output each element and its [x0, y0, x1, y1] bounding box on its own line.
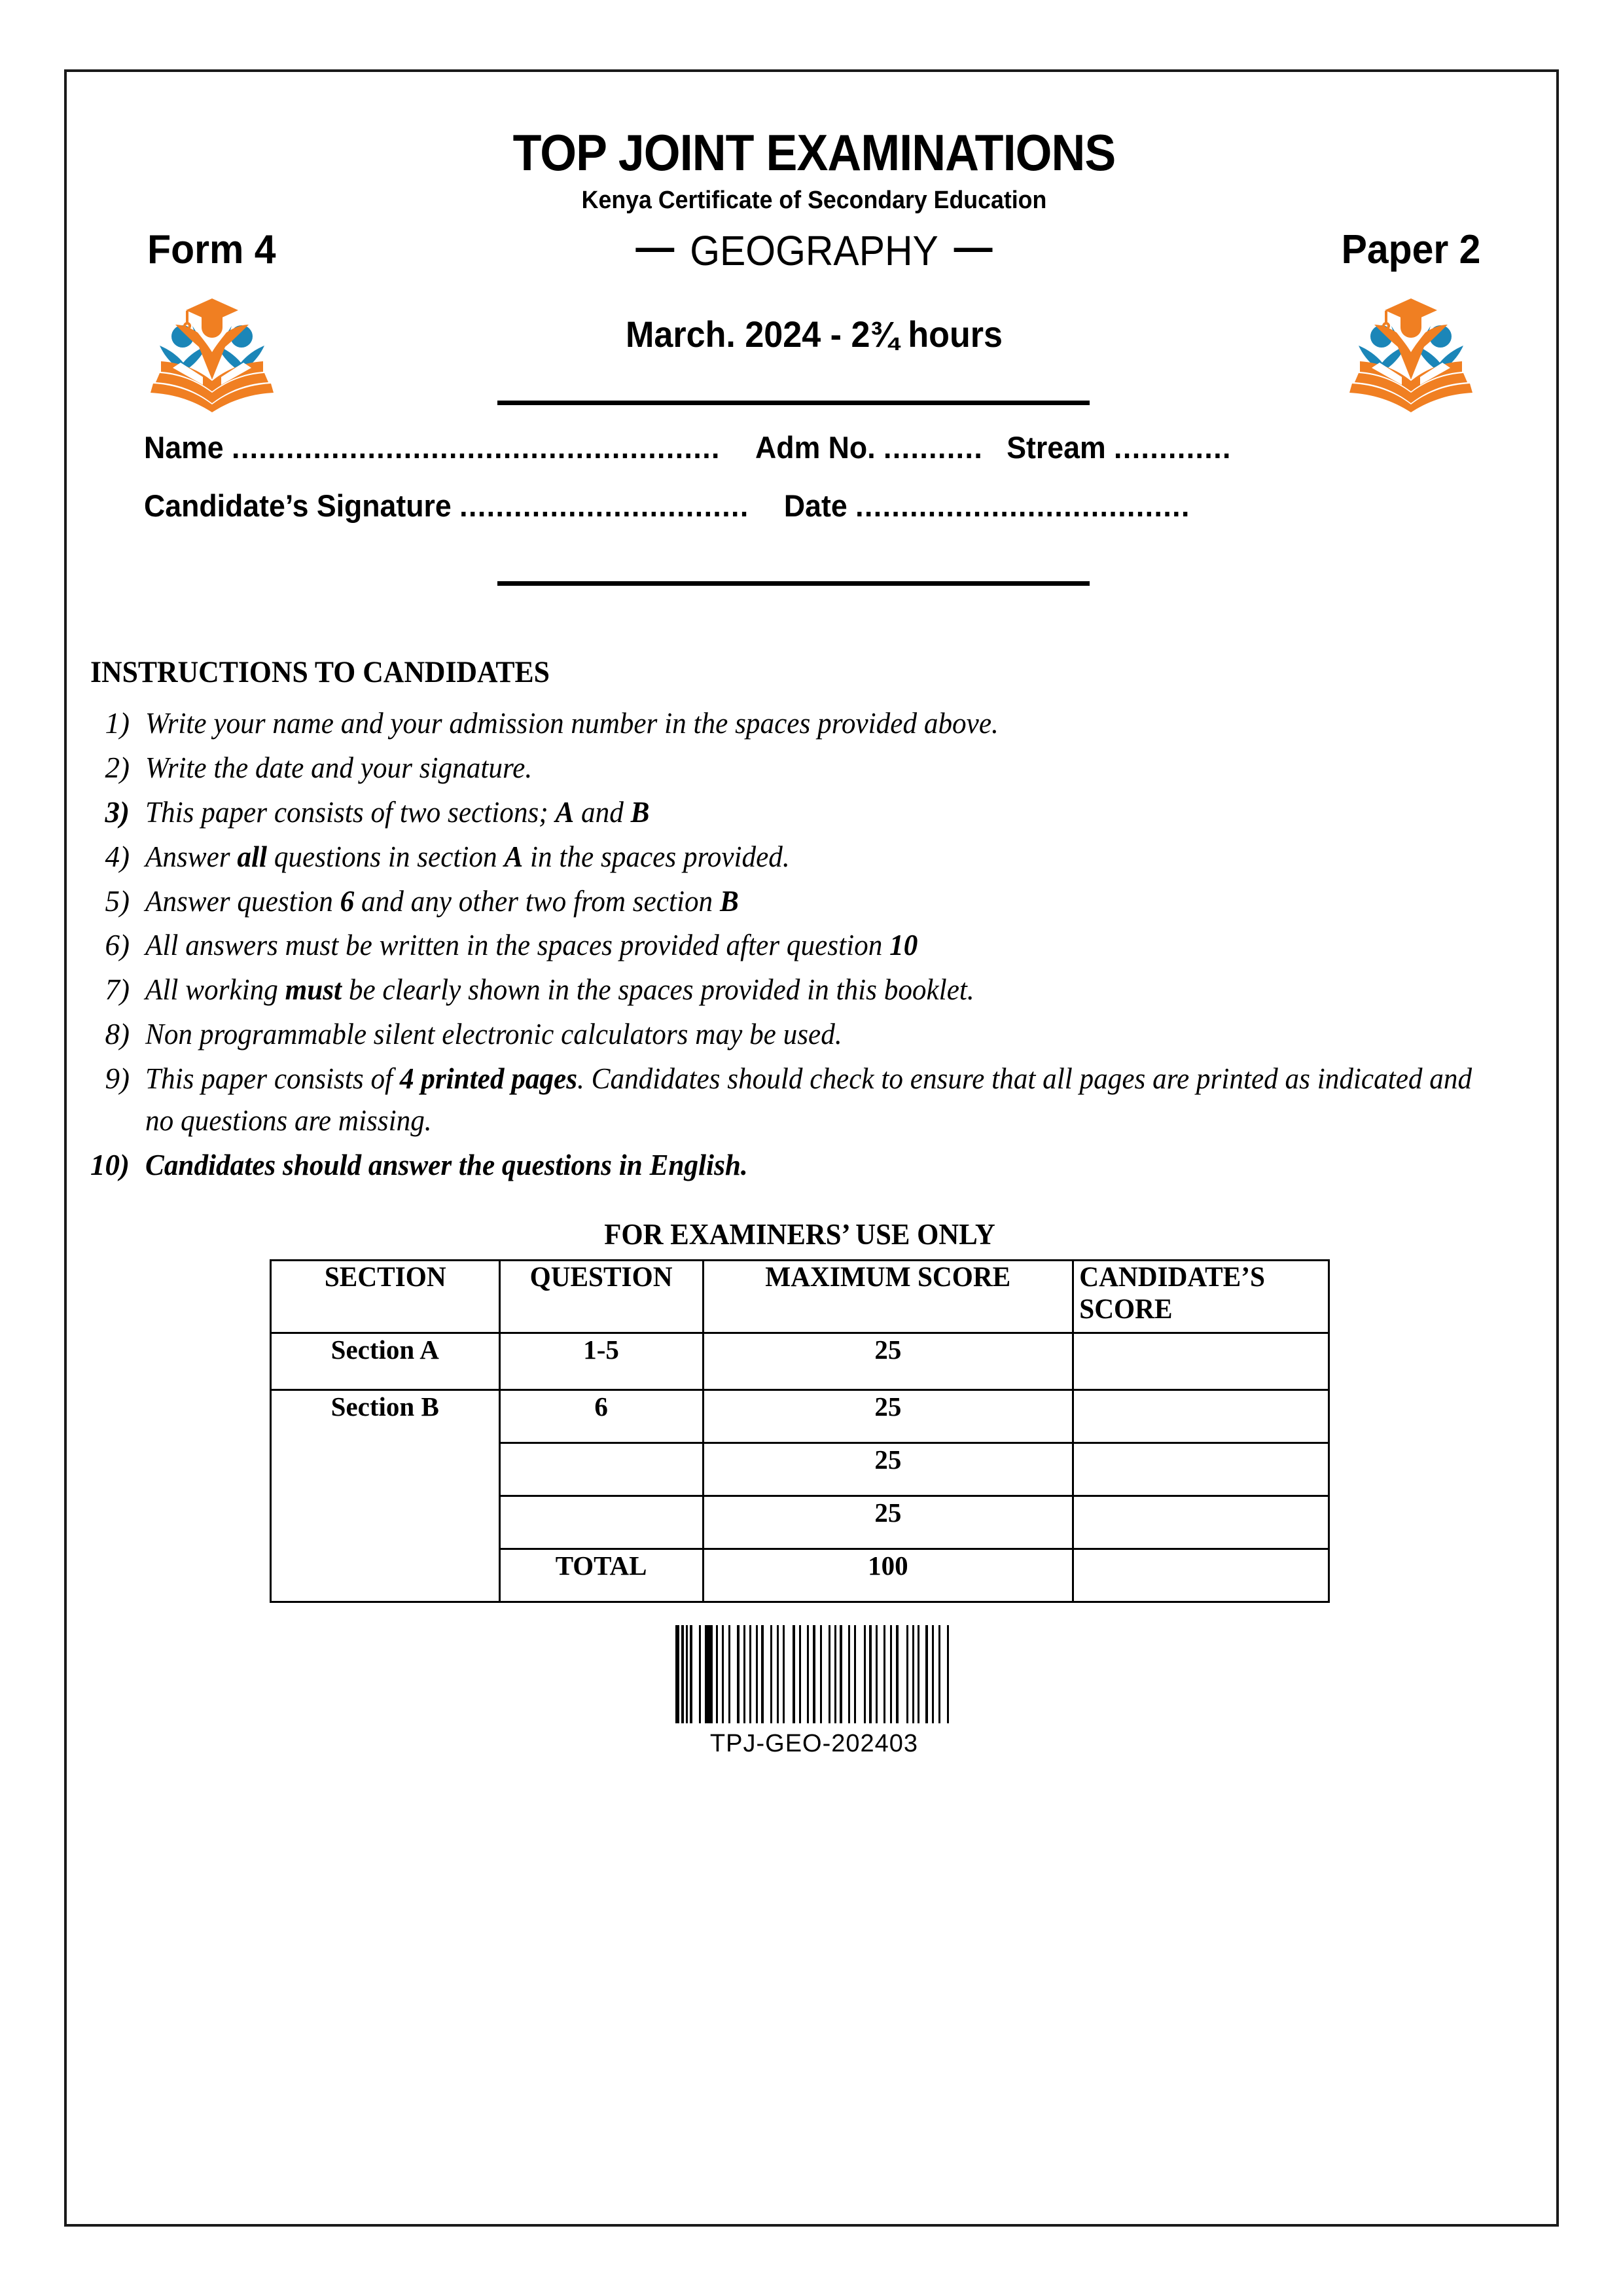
instruction-text: Write the date and your signature. [145, 751, 533, 784]
instruction-number: 9) [105, 1062, 130, 1096]
subject-line [126, 223, 1501, 275]
instruction-item [90, 1058, 1537, 1142]
cell-maximum: 25 [703, 1390, 1073, 1443]
barcode-bar [822, 1625, 829, 1723]
instruction-item [90, 747, 1537, 789]
barcode-bar [878, 1625, 883, 1723]
barcode-bar [801, 1625, 807, 1723]
cell-candidate[interactable] [1073, 1390, 1329, 1443]
column-header-maximum-score: MAXIMUM SCORE [710, 1261, 1065, 1333]
barcode-bar [785, 1625, 793, 1723]
barcode-bar [764, 1625, 770, 1723]
barcode-bar [692, 1625, 699, 1723]
barcode-bar [856, 1625, 864, 1723]
instruction-item [90, 792, 1537, 834]
barcode-bar [705, 1625, 713, 1723]
graduation-book-emblem-icon [1346, 289, 1476, 414]
barcode-bar [730, 1625, 737, 1723]
header-divider-bottom [497, 581, 1090, 586]
instruction-text: Candidates should answer the questions in English. [145, 1148, 748, 1181]
exam-subtitle: Kenya Certificate of Secondary Education [581, 187, 1047, 214]
instructions-section [90, 655, 1537, 1189]
barcode-image [675, 1625, 953, 1723]
examiners-section [270, 1217, 1330, 1603]
barcode-bar [899, 1625, 906, 1723]
instruction-number: 8) [105, 1018, 130, 1051]
signature-field-row [144, 488, 1419, 524]
date-input[interactable]: ..................................... [855, 488, 1190, 523]
candidate-fields [144, 429, 1486, 546]
exam-title: TOP JOINT EXAMINATIONS [512, 124, 1116, 181]
header-divider-top [497, 401, 1090, 405]
instruction-number: 1) [105, 707, 130, 740]
barcode-bar [772, 1625, 777, 1723]
barcode-bar [815, 1625, 820, 1723]
subject-title-row [67, 223, 1561, 285]
signature-label: Candidate’s Signature [144, 488, 452, 523]
instruction-text: This paper consists of two sections; A and B [145, 795, 650, 829]
instruction-text: Answer all questions in section A in the spaces provided. [145, 840, 790, 873]
barcode-section [67, 1617, 1561, 1758]
dash-left-icon: — [635, 223, 675, 270]
barcode-bar [949, 1625, 953, 1723]
cell-candidate[interactable] [1073, 1549, 1329, 1602]
score-table-body [271, 1333, 1329, 1602]
instruction-number: 4) [105, 840, 130, 873]
instruction-number: 7) [105, 973, 130, 1007]
form-label: Form 4 [147, 227, 276, 272]
instruction-text: Answer question 6 and any other two from section B [145, 884, 739, 918]
instruction-number: 3) [105, 795, 130, 829]
name-label: Name [144, 430, 224, 465]
page-border [64, 69, 1559, 2227]
instruction-item [90, 703, 1537, 745]
barcode-bar [940, 1625, 947, 1723]
cell-question [499, 1496, 703, 1549]
name-input[interactable]: ...................................................... [232, 430, 721, 465]
barcode-bar [751, 1625, 756, 1723]
instruction-text: All working must be clearly shown in the spaces provided in this booklet. [145, 973, 974, 1007]
instruction-item [90, 836, 1537, 878]
cell-question: 1-5 [499, 1333, 703, 1390]
cell-candidate[interactable] [1073, 1333, 1329, 1390]
table-row [271, 1390, 1329, 1443]
cell-question [499, 1443, 703, 1496]
instructions-heading: INSTRUCTIONS TO CANDIDATES [90, 655, 550, 689]
instruction-text: This paper consists of 4 printed pages. Candidates should check to ensure that all pages are printed as indicated and no questions are missing. [145, 1062, 1472, 1138]
instruction-number: 5) [105, 884, 130, 918]
graduation-book-emblem-icon [147, 289, 277, 414]
column-header-section: SECTION [275, 1261, 495, 1333]
cell-maximum: 25 [703, 1443, 1073, 1496]
column-header-candidate-score: CANDIDATE’S SCORE [1078, 1261, 1323, 1333]
cell-candidate[interactable] [1073, 1443, 1329, 1496]
page-header [67, 72, 1561, 355]
instruction-number: 6) [105, 929, 130, 962]
cell-candidate[interactable] [1073, 1496, 1329, 1549]
instruction-item [90, 1014, 1537, 1056]
table-header-row [271, 1261, 1329, 1333]
date-label: Date [783, 488, 847, 523]
cell-maximum: 25 [703, 1333, 1073, 1390]
paper-label: Paper 2 [1341, 227, 1481, 272]
cell-maximum: 100 [703, 1549, 1073, 1602]
cell-maximum: 25 [703, 1496, 1073, 1549]
table-row [271, 1333, 1329, 1390]
exam-date-duration: March. 2024 - 2¾ hours [625, 314, 1003, 355]
instruction-item [90, 1145, 1537, 1187]
instruction-text: Non programmable silent electronic calculators may be used. [145, 1018, 842, 1051]
barcode-bar [724, 1625, 728, 1723]
instruction-number: 2) [105, 751, 130, 784]
stream-input[interactable]: ............. [1114, 430, 1232, 465]
instruction-text: Write your name and your admission number in the spaces provided above. [145, 707, 999, 740]
instruction-item [90, 969, 1537, 1011]
cell-section: Section A [271, 1333, 500, 1390]
stream-label: Stream [1007, 430, 1106, 465]
column-header-question: QUESTION [503, 1261, 699, 1333]
cell-section: Section B [271, 1390, 500, 1602]
name-field-row [144, 429, 1419, 465]
instruction-number: 10) [90, 1148, 130, 1181]
cell-question: 6 [499, 1390, 703, 1443]
barcode-bar [885, 1625, 890, 1723]
adm-no-input[interactable]: ........... [883, 430, 984, 465]
instructions-list [90, 703, 1537, 1187]
instruction-text: All answers must be written in the spaces provided after question 10 [145, 929, 918, 962]
examiners-use-title: FOR EXAMINERS’ USE ONLY [604, 1218, 995, 1251]
dash-right-icon: — [954, 223, 993, 270]
cell-question: TOTAL [499, 1549, 703, 1602]
barcode-bar [919, 1625, 925, 1723]
instruction-item [90, 881, 1537, 923]
barcode-bar [842, 1625, 848, 1723]
barcode-bar [934, 1625, 938, 1723]
adm-no-label: Adm No. [755, 430, 876, 465]
barcode-label: TPJ-GEO-202403 [709, 1730, 919, 1757]
score-table [270, 1259, 1330, 1603]
instruction-item [90, 925, 1537, 967]
signature-input[interactable]: ................................ [459, 488, 749, 523]
subject-name: GEOGRAPHY [690, 227, 938, 274]
